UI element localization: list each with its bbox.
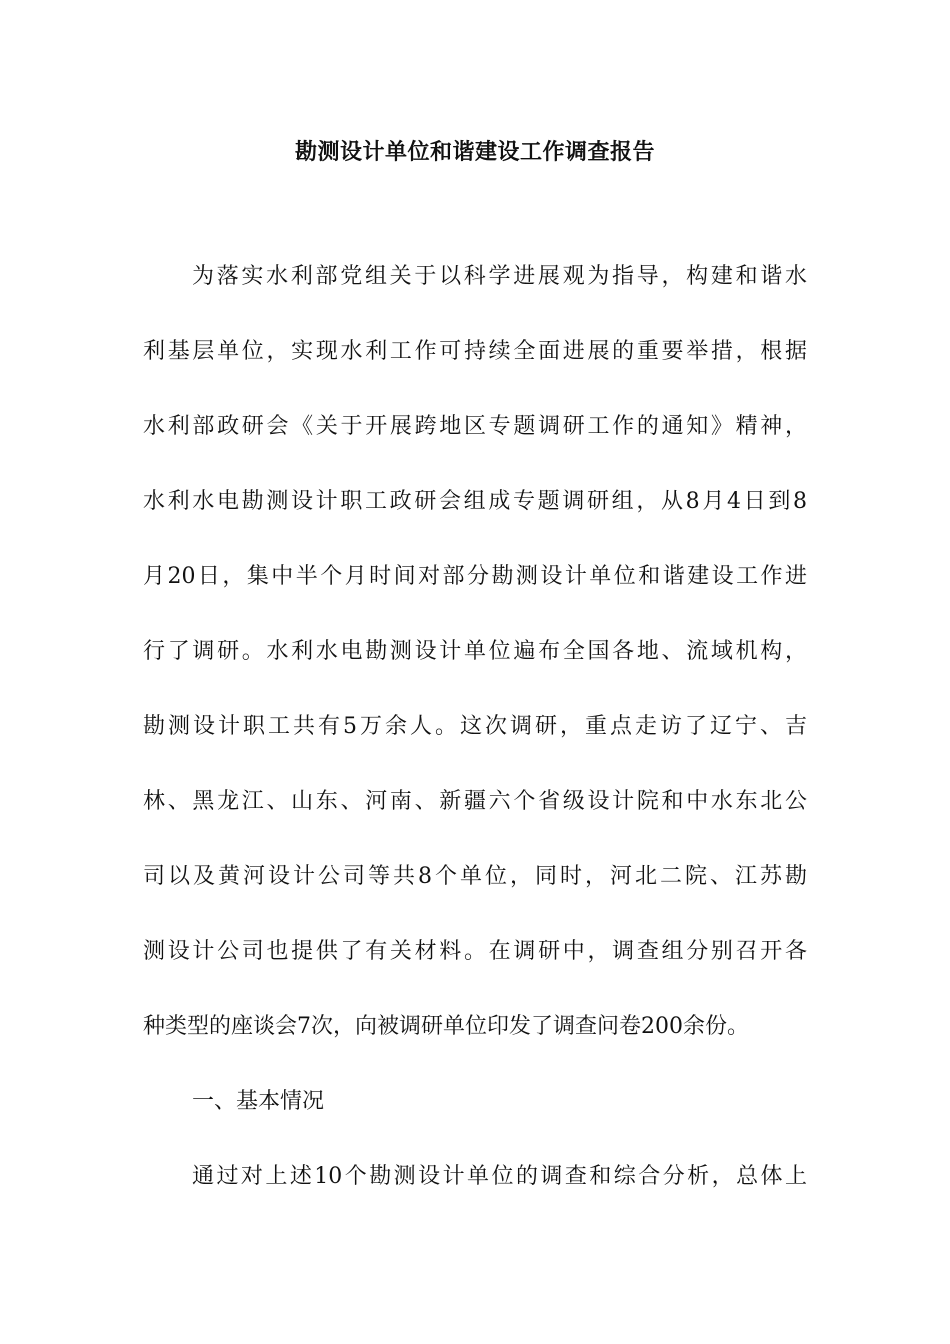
paragraph-line: 为落实水利部党组关于以科学进展观为指导，构建和谐水 [192, 264, 807, 289]
section-heading: 一、基本情况 [192, 1089, 325, 1114]
paragraph-line: 水利部政研会《关于开展跨地区专题调研工作的通知》精神， [143, 414, 807, 439]
paragraph-line: 水利水电勘测设计职工政研会组成专题调研组，从8月4日到8 [143, 489, 807, 514]
paragraph-line: 勘测设计职工共有5万余人。这次调研，重点走访了辽宁、吉 [143, 714, 807, 739]
paragraph-line: 行了调研。水利水电勘测设计单位遍布全国各地、流域机构， [143, 639, 807, 664]
paragraph-line: 种类型的座谈会7次，向被调研单位印发了调查问卷200余份。 [143, 1014, 749, 1039]
paragraph-line: 司以及黄河设计公司等共8个单位，同时，河北二院、江苏勘 [143, 864, 807, 889]
paragraph-line: 利基层单位，实现水利工作可持续全面进展的重要举措，根据 [143, 339, 807, 364]
document-title: 勘测设计单位和谐建设工作调查报告 [294, 139, 655, 165]
paragraph-line: 测设计公司也提供了有关材料。在调研中，调查组分别召开各 [143, 939, 807, 964]
paragraph-line: 林、黑龙江、山东、河南、新疆六个省级设计院和中水东北公 [143, 789, 807, 814]
paragraph-line: 月20日，集中半个月时间对部分勘测设计单位和谐建设工作进 [143, 564, 807, 589]
paragraph-line: 通过对上述10个勘测设计单位的调查和综合分析，总体上 [192, 1164, 807, 1189]
